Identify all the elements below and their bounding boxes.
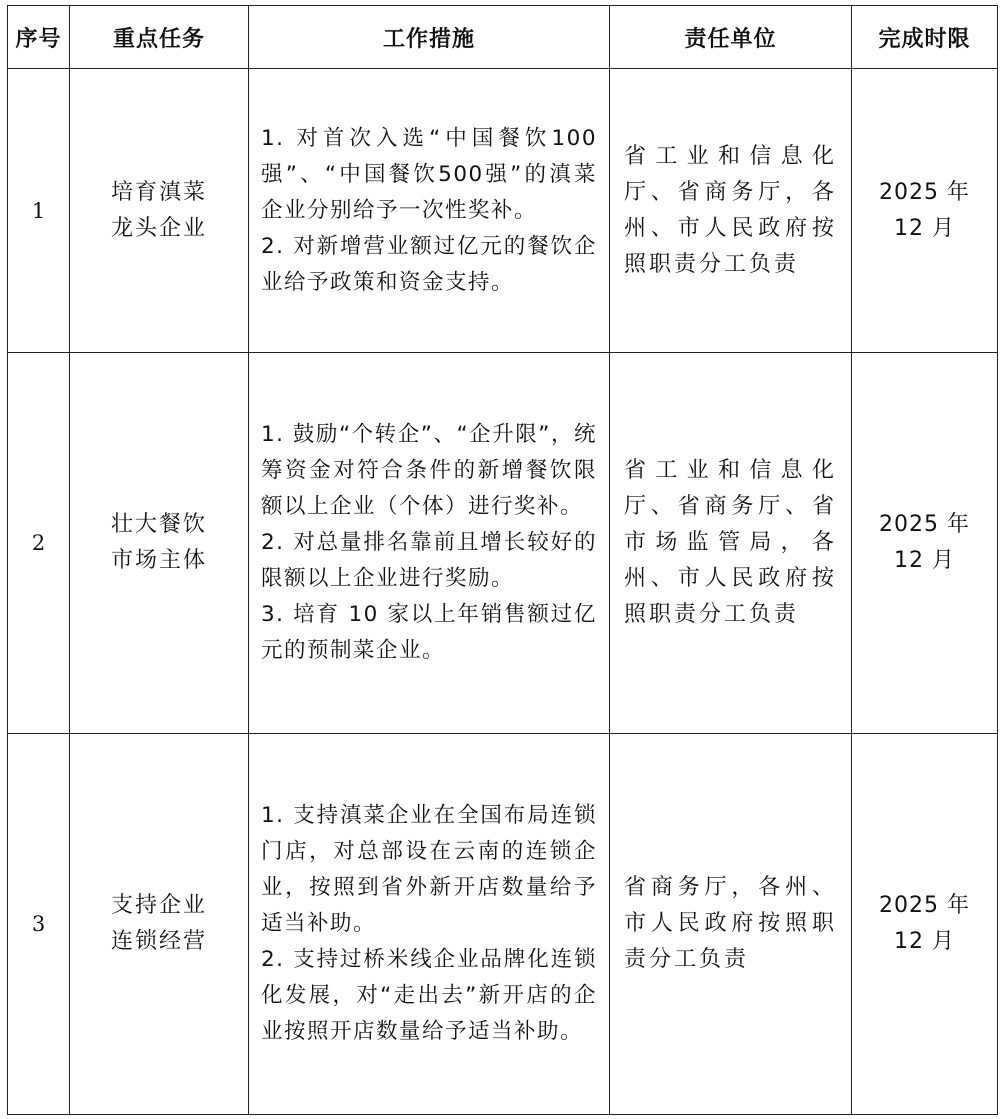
key-task: 壮大餐饮 市场主体 [70,353,249,734]
measure-item: 1. 对首次入选“中国餐饮100强”、“中国餐饮500强”的滇菜企业分别给予一次性奖补。 [261,125,597,223]
work-measures [249,353,610,734]
key-task: 支持企业 连锁经营 [70,734,249,1115]
work-measures [249,69,610,353]
responsible-unit: 省工业和信息化厅、省商务厅，各州、市人民政府按照职责分工负责 [610,69,852,353]
measure-item: 1. 鼓励“个转企”、“企升限”，统筹资金对符合条件的新增餐饮限额以上企业（个体）进行奖补。 [261,422,597,519]
responsible-unit: 省商务厅，各州、市人民政府按照职责分工负责 [610,734,852,1115]
table-row [8,69,998,353]
table-header-row [8,6,998,69]
header-unit: 责任单位 [610,6,852,69]
responsible-unit: 省工业和信息化厅、省商务厅、省市场监管局，各州、市人民政府按照职责分工负责 [610,353,852,734]
row-number: 3 [8,734,70,1115]
row-number: 2 [8,353,70,734]
measure-item: 2. 对总量排名靠前且增长较好的限额以上企业进行奖励。 [261,530,597,591]
header-measures: 工作措施 [249,6,610,69]
table-row [8,353,998,734]
table-row [8,734,998,1115]
deadline: 2025 年 12 月 [852,353,998,734]
measure-item: 2. 支持过桥米线企业品牌化连锁化发展，对“走出去”新开店的企业按照开店数量给予适当补助。 [261,947,597,1044]
header-no: 序号 [8,6,70,69]
deadline: 2025 年 12 月 [852,734,998,1115]
key-tasks-table [7,5,998,1115]
header-deadline: 完成时限 [852,6,998,69]
measure-item: 2. 对新增营业额过亿元的餐饮企业给予政策和资金支持。 [261,233,597,295]
header-task: 重点任务 [70,6,249,69]
work-measures [249,734,610,1115]
row-number: 1 [8,69,70,353]
measure-item: 3. 培育 10 家以上年销售额过亿元的预制菜企业。 [261,602,597,663]
key-task: 培育滇菜 龙头企业 [70,69,249,353]
deadline: 2025 年 12 月 [852,69,998,353]
measure-item: 1. 支持滇菜企业在全国布局连锁门店，对总部设在云南的连锁企业，按照到省外新开店数量给予适当补助。 [261,803,597,936]
